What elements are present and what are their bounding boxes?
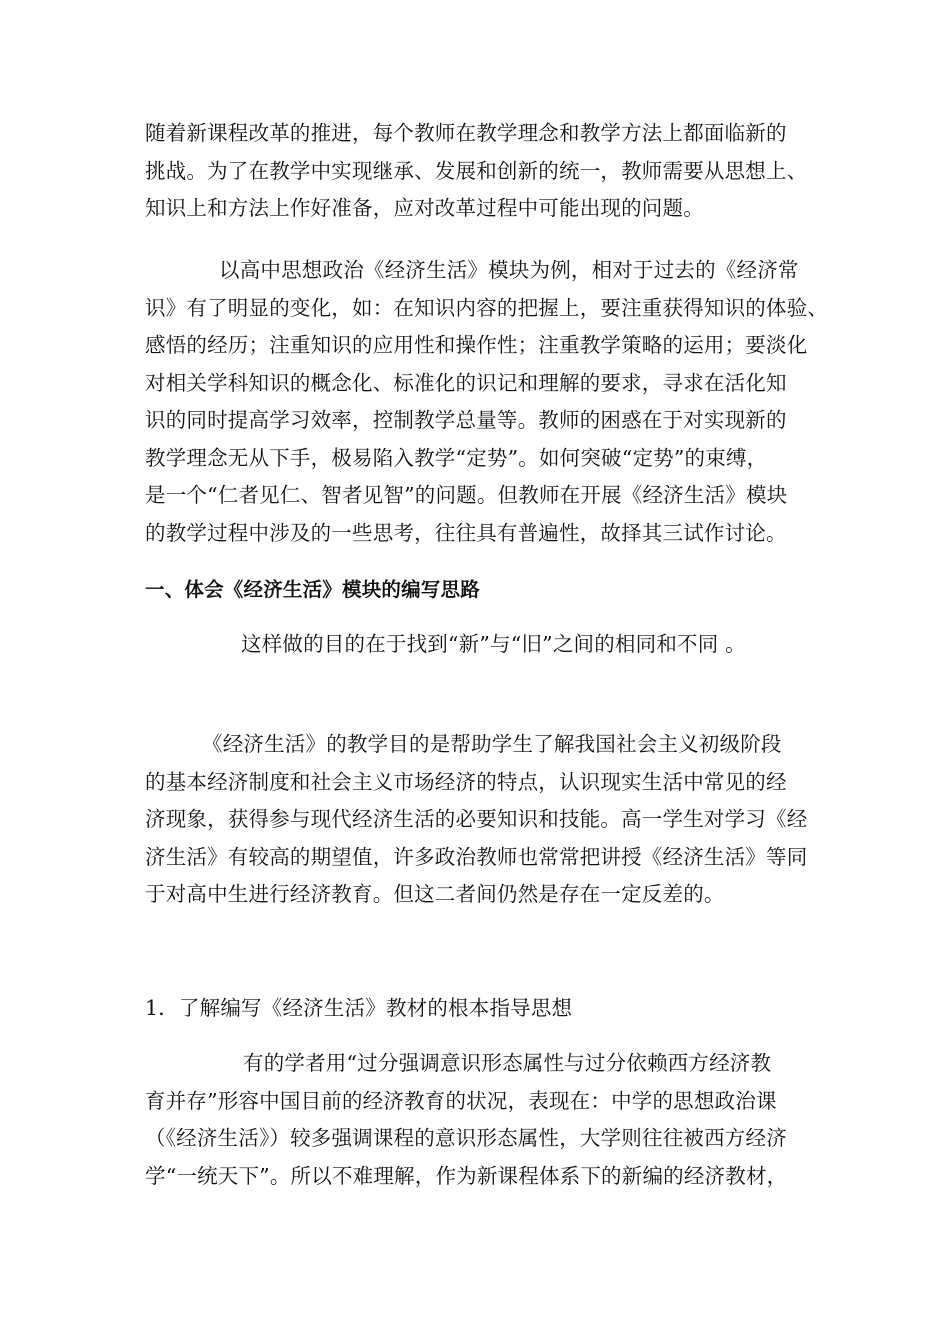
text-line: 是一个“仁者见仁、智者见智”的问题。但教师在开展《经济生活》模块 (145, 483, 788, 507)
paragraph-example (145, 252, 829, 552)
text-line: 教学理念无从下手，极易陷入教学“定势”。如何突破“定势”的束缚， (145, 445, 768, 470)
text-line: 这样做的目的在于找到“新”与“旧”之间的相同和不同 。 (241, 632, 746, 656)
text-line: 识》有了明显的变化，如：在知识内容的把握上，要注重获得知识的体验、 (145, 295, 829, 320)
text-line: （《经济生活》）较多强调课程的意识形态属性，大学则往往被西方经济 (145, 1126, 787, 1150)
text-line: 以高中思想政治《经济生活》模块为例，相对于过去的《经济常 (219, 258, 799, 282)
text-line: 《经济生活》的教学目的是帮助学生了解我国社会主义初级阶段 (202, 732, 782, 756)
text-line: 识的同时提高学习效率，控制教学总量等。教师的困惑在于对实现新的 (145, 408, 787, 432)
text-line: 的教学过程中涉及的一些思考，往往具有普遍性，故择其三试作讨论。 (145, 520, 787, 545)
text-line: 挑战。为了在教学中实现继承、发展和创新的统一，教师需要从思想上、 (145, 158, 808, 183)
paragraph-intro (145, 115, 815, 228)
subsection-heading-1 (145, 990, 815, 1028)
text-line: 济现象，获得参与现代经济生活的必要知识和技能。高一学生对学习《经 (145, 807, 808, 831)
section-heading-1 (145, 571, 815, 609)
paragraph-goal (145, 726, 815, 914)
text-line: 育并存”形容中国目前的经济教育的状况，表现在：中学的思想政治课 (145, 1088, 777, 1113)
heading-text: 一、体会《经济生活》模块的编写思路 (145, 578, 480, 601)
text-line: 济生活》有较高的期望值，许多政治教师也常常把讲授《经济生活》等同 (145, 844, 808, 869)
text-line: 随着新课程改革的推进，每个教师在教学理念和教学方法上都面临新的 (145, 121, 787, 145)
text-line: 感悟的经历；注重知识的应用性和操作性；注重教学策略的运用；要淡化 (145, 333, 808, 357)
subheading-text: 1．了解编写《经济生活》教材的根本指导思想 (145, 996, 573, 1020)
text-line: 于对高中生进行经济教育。但这二者间仍然是存在一定反差的。 (145, 882, 725, 906)
paragraph-purpose (145, 626, 815, 664)
text-line: 学“一统天下”。所以不难理解，作为新课程体系下的新编的经济教材， (145, 1163, 788, 1188)
text-line: 的基本经济制度和社会主义市场经济的特点，认识现实生活中常见的经 (145, 769, 787, 794)
text-line: 有的学者用“过分强调意识形态属性与过分依赖西方经济教 (243, 1051, 772, 1075)
paragraph-scholars (145, 1045, 815, 1195)
text-line: 知识上和方法上作好准备，应对改革过程中可能出现的问题。 (145, 196, 704, 220)
text-line: 对相关学科知识的概念化、标准化的识记和理解的要求，寻求在活化知 (145, 370, 787, 395)
